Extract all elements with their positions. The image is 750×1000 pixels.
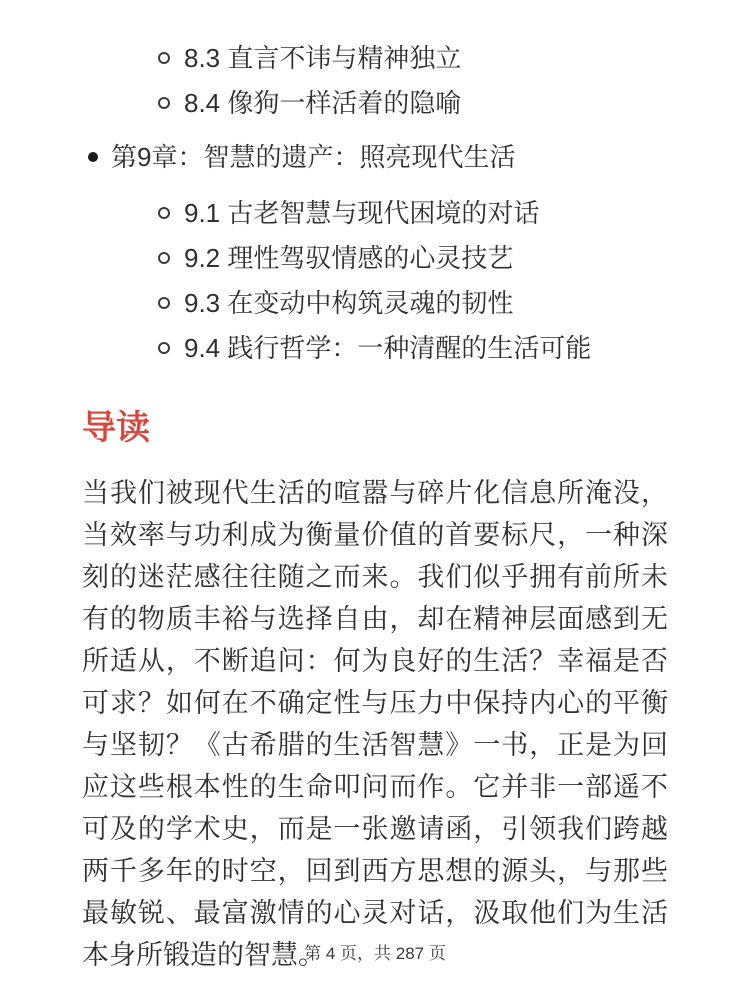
toc-item-label: 9.3 在变动中构筑灵魂的韧性: [184, 288, 514, 318]
circle-bullet-icon: [158, 342, 170, 354]
toc-chapter-label: 第9章：智慧的遗产：照亮现代生活: [111, 142, 516, 172]
circle-bullet-icon: [158, 297, 170, 309]
intro-paragraph: 当我们被现代生活的喧嚣与碎片化信息所淹没，当效率与功利成为衡量价值的首要标尺，一种深刻的迷茫感往往随之而来。我们似乎拥有前所未有的物质丰裕与选择自由，却在精神层面感到无所适从，不断追问：何为良好的生活？幸福是否可求？如何在不确定性与压力中保持内心的平衡与坚韧？《古希腊的生活智慧》一书，正是为回应这些根本性的生命叩问而作。它并非一部遥不可及的学术史，而是一张邀请函，引领我们跨越两千多年的时空，回到西方思想的源头，与那些最敏锐、最富激情的心灵对话，汲取他们为生活本身所锻造的智慧。: [82, 478, 668, 970]
toc-item-label: 9.4 践行哲学：一种清醒的生活可能: [184, 333, 592, 363]
toc-item-label: 9.2 理性驾驭情感的心灵技艺: [184, 243, 514, 273]
toc-item-8-3: [82, 42, 668, 74]
toc-sublist-chapter8: [82, 42, 668, 119]
toc-item-8-4: [82, 87, 668, 119]
page-indicator: 第 4 页，共 287 页: [304, 944, 446, 963]
circle-bullet-icon: [158, 97, 170, 109]
section-heading: 导读: [82, 409, 150, 447]
circle-bullet-icon: [158, 52, 170, 64]
toc-sublist-chapter9: [82, 197, 668, 364]
toc-item-9-4: [82, 332, 668, 364]
toc-item-9-2: [82, 242, 668, 274]
toc-item-chapter9: [82, 141, 668, 173]
circle-bullet-icon: [158, 207, 170, 219]
toc-item-label: 9.1 古老智慧与现代困境的对话: [184, 198, 540, 228]
toc-item-9-1: [82, 197, 668, 229]
toc-item-9-3: [82, 287, 668, 319]
circle-bullet-icon: [158, 252, 170, 264]
toc-item-label: 8.3 直言不讳与精神独立: [184, 43, 462, 73]
disc-bullet-icon: [88, 152, 98, 162]
toc-item-label: 8.4 像狗一样活着的隐喻: [184, 88, 462, 118]
page-footer: [0, 942, 750, 966]
